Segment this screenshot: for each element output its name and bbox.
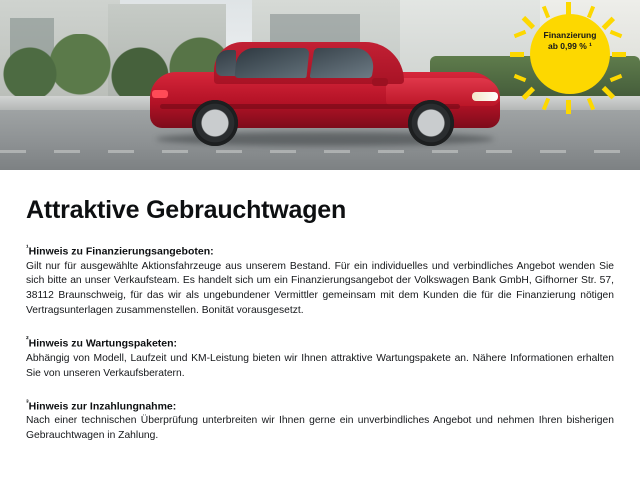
note-trade-in-title-text: Hinweis zur Inzahlungnahme:: [28, 400, 177, 413]
car-illustration: [150, 34, 500, 146]
note-maintenance-title-text: Hinweis zu Wartungspaketen:: [28, 337, 178, 350]
car-rear-window: [216, 50, 236, 76]
car-taillight: [152, 90, 168, 98]
note-maintenance-text: Abhängig von Modell, Laufzeit und KM-Leistung bieten wir Ihnen attraktive Wartungspakete an. Nähere Informationen erhalten Sie von unseren Verkaufsberatern.: [26, 352, 614, 379]
note-financing-title: [26, 243, 614, 258]
note-trade-in: [26, 398, 614, 444]
note-maintenance-marker: ²: [26, 335, 29, 345]
note-maintenance: [26, 335, 614, 381]
note-maintenance-title: [26, 335, 614, 350]
car-rear-wheel: [192, 100, 238, 146]
car-headlight: [472, 92, 498, 101]
car-rear-door-window: [234, 48, 309, 78]
note-financing-title-text: Hinweis zu Finanzierungsangeboten:: [28, 245, 214, 258]
financing-sun-badge: [510, 2, 626, 114]
badge-line-2: ab 0,99 % ¹: [548, 41, 592, 52]
badge-text: [530, 30, 610, 53]
sun-disc: [530, 14, 610, 94]
hero-image: [0, 0, 640, 170]
road-marking: [0, 150, 640, 153]
car-side-mirror: [372, 78, 388, 86]
note-trade-in-title: [26, 398, 614, 413]
note-financing-text: Gilt nur für ausgewählte Aktionsfahrzeuge aus unserem Bestand. Für ein individuelles und verbindliches Angebot wenden Sie sich bitte an unser Verkaufsteam. Es handelt sich um ein Finanzierungsangebot der Volkswagen Bank GmbH, Gifhorner Str. 57, 38112 Braunschweig, für das wir als ungebundener Vermittler gemeinsam mit dem Kunden die für die Finanzierung nötigen Vertragsunterlagen zusammenstellen. Bonität vorausgesetzt.: [26, 260, 614, 317]
note-financing-marker: ¹: [26, 243, 29, 252]
badge-line-1: Finanzierung: [543, 30, 597, 40]
note-trade-in-marker: ³: [26, 397, 29, 407]
car-front-wheel: [408, 100, 454, 146]
car-front-door-window: [310, 48, 377, 78]
note-trade-in-text: Nach einer technischen Überprüfung unterbreiten wir Ihnen gerne ein unverbindliches Angebot und nehmen Ihren bisherigen Gebrauchtwagen in Zahlung.: [26, 415, 614, 441]
note-financing: [26, 243, 614, 319]
page-title: Attraktive Gebrauchtwagen: [26, 196, 347, 224]
content-area: [0, 196, 640, 444]
